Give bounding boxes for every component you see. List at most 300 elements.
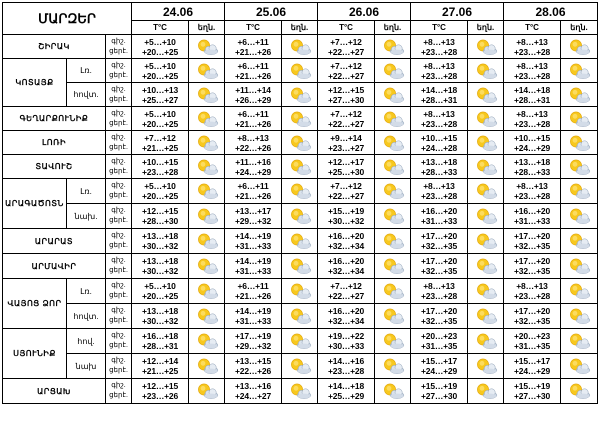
- weather-cell: [189, 379, 225, 404]
- temperature-cell: [411, 59, 468, 83]
- weather-cell: [468, 254, 504, 279]
- sun-cloud-icon: [561, 134, 597, 152]
- temperature-cell: [411, 254, 468, 279]
- night-label: գիշ.: [111, 85, 126, 93]
- day-label: ցերէ.: [109, 47, 128, 55]
- sun-cloud-icon: [189, 282, 224, 300]
- weather-cell: [375, 354, 411, 379]
- temperature-cell: [504, 35, 561, 59]
- sun-cloud-icon: [375, 182, 410, 200]
- temperature-cell: [504, 204, 561, 229]
- day-temperature: +22…+27: [328, 70, 364, 81]
- table-row: [3, 131, 598, 155]
- night-label: գիշ.: [111, 37, 126, 45]
- day-temperature: +24…+29: [235, 166, 271, 177]
- region-name: ՏԱՎՈՒՇ: [3, 155, 106, 179]
- weather-cell: [282, 329, 318, 354]
- weather-cell: [468, 35, 504, 59]
- temperature-cell: [225, 304, 282, 329]
- day-label: ցերէ.: [109, 119, 128, 127]
- weather-cell: [189, 107, 225, 131]
- weather-cell: [282, 304, 318, 329]
- night-temperature: +7…+12: [330, 60, 362, 71]
- period-labels: [106, 329, 132, 354]
- weather-cell: [189, 329, 225, 354]
- sun-cloud-icon: [375, 307, 410, 325]
- sun-cloud-icon: [561, 62, 597, 80]
- region-name: ԱՐՄԱՎԻՐ: [3, 254, 106, 279]
- temperature-cell: [504, 179, 561, 204]
- temperature-cell: [411, 83, 468, 107]
- sun-cloud-icon: [189, 382, 224, 400]
- day-temperature: +24…+27: [235, 391, 271, 401]
- sun-cloud-icon: [468, 232, 503, 250]
- temperature-cell: [318, 131, 375, 155]
- temperature-cell: [504, 83, 561, 107]
- night-label: գիշ.: [111, 109, 126, 117]
- night-temperature: +7…+12: [330, 108, 362, 119]
- sun-cloud-icon: [375, 357, 410, 375]
- sun-cloud-icon: [375, 257, 410, 275]
- night-temperature: +17…+19: [235, 331, 271, 341]
- night-temperature: +7…+12: [330, 181, 362, 191]
- temperature-cell: [132, 229, 189, 254]
- night-temperature: +14…+18: [514, 84, 550, 95]
- temperature-header: T°C: [132, 21, 189, 35]
- sun-cloud-icon: [189, 307, 224, 325]
- weather-cell: [561, 229, 598, 254]
- weather-header: եղն.: [189, 21, 225, 35]
- night-temperature: +6…+11: [237, 281, 269, 291]
- sun-cloud-icon: [189, 332, 224, 350]
- day-temperature: +21…+26: [235, 46, 271, 57]
- subarea-name: հովտ.: [67, 304, 106, 329]
- day-temperature: +31…+33: [421, 216, 457, 226]
- temperature-cell: [411, 107, 468, 131]
- date-header: 24.06: [132, 3, 225, 21]
- table-row: [3, 354, 598, 379]
- day-temperature: +20…+25: [142, 118, 178, 129]
- temperature-cell: [132, 59, 189, 83]
- temperature-cell: [132, 329, 189, 354]
- region-name: ԱՐԱԳԱԾՈՏՆ: [3, 179, 67, 229]
- temperature-cell: [225, 107, 282, 131]
- sun-cloud-icon: [561, 110, 597, 128]
- period-labels: [106, 83, 132, 107]
- night-temperature: +17…+20: [421, 306, 457, 316]
- night-temperature: +8…+13: [516, 281, 548, 291]
- night-temperature: +14…+19: [235, 231, 271, 241]
- sun-cloud-icon: [375, 232, 410, 250]
- day-temperature: +31…+35: [421, 341, 457, 351]
- sun-cloud-icon: [189, 38, 224, 56]
- night-temperature: +13…+16: [235, 381, 271, 391]
- day-label: ցերէ.: [109, 392, 128, 399]
- period-labels: [106, 204, 132, 229]
- date-header: 26.06: [318, 3, 411, 21]
- weather-cell: [282, 254, 318, 279]
- sun-cloud-icon: [282, 282, 317, 300]
- day-temperature: +21…+26: [235, 118, 271, 129]
- date-header: 27.06: [411, 3, 504, 21]
- day-temperature: +30…+32: [142, 266, 178, 276]
- night-temperature: +15…+19: [328, 206, 364, 216]
- sun-cloud-icon: [189, 257, 224, 275]
- sun-cloud-icon: [375, 207, 410, 225]
- temperature-cell: [132, 254, 189, 279]
- table-row: [3, 279, 598, 304]
- night-temperature: +8…+13: [516, 181, 548, 191]
- weather-cell: [468, 279, 504, 304]
- day-temperature: +22…+26: [235, 366, 271, 376]
- sun-cloud-icon: [561, 332, 597, 350]
- night-temperature: +11…+16: [235, 156, 271, 167]
- weather-header: եղն.: [282, 21, 318, 35]
- temperature-cell: [411, 179, 468, 204]
- night-temperature: +7…+12: [330, 281, 362, 291]
- night-temperature: +14…+16: [328, 356, 364, 366]
- temperature-cell: [318, 329, 375, 354]
- day-temperature: +23…+28: [514, 191, 550, 201]
- night-label: գիշ.: [111, 357, 126, 364]
- table-row: [3, 229, 598, 254]
- day-temperature: +28…+33: [421, 166, 457, 177]
- region-name: ԿՈՏԱՅՔ: [3, 59, 67, 107]
- night-temperature: +8…+13: [516, 108, 548, 119]
- region-name: ԳԵՂԱՐՔՈՒՆԻՔ: [3, 107, 106, 131]
- night-temperature: +12…+17: [328, 156, 364, 167]
- temperature-cell: [504, 229, 561, 254]
- period-labels: [106, 379, 132, 404]
- day-temperature: +27…+30: [328, 94, 364, 105]
- temperature-cell: [411, 35, 468, 59]
- day-temperature: +32…+34: [328, 266, 364, 276]
- night-temperature: +12…+15: [142, 206, 178, 216]
- weather-cell: [282, 131, 318, 155]
- sun-cloud-icon: [189, 357, 224, 375]
- temperature-cell: [225, 379, 282, 404]
- temperature-cell: [132, 354, 189, 379]
- day-temperature: +23…+28: [514, 46, 550, 57]
- day-temperature: +25…+30: [328, 166, 364, 177]
- night-temperature: +16…+20: [328, 231, 364, 241]
- day-temperature: +28…+33: [514, 166, 550, 177]
- night-temperature: +5…+10: [144, 108, 176, 119]
- table-row: [3, 379, 598, 404]
- region-name: ԱՐՑԱԽ: [3, 379, 106, 404]
- night-temperature: +8…+13: [516, 60, 548, 71]
- table-row: [3, 304, 598, 329]
- temperature-cell: [504, 329, 561, 354]
- weather-cell: [189, 204, 225, 229]
- weather-cell: [282, 107, 318, 131]
- night-temperature: +13…+18: [421, 156, 457, 167]
- temperature-cell: [225, 254, 282, 279]
- day-temperature: +28…+31: [142, 341, 178, 351]
- temperature-cell: [411, 279, 468, 304]
- temperature-cell: [504, 254, 561, 279]
- day-temperature: +30…+32: [142, 241, 178, 251]
- night-label: գիշ.: [111, 332, 126, 339]
- temperature-header: T°C: [411, 21, 468, 35]
- sun-cloud-icon: [375, 282, 410, 300]
- period-labels: [106, 35, 132, 59]
- day-temperature: +21…+25: [142, 366, 178, 376]
- sun-cloud-icon: [375, 86, 410, 104]
- day-temperature: +29…+32: [235, 341, 271, 351]
- sun-cloud-icon: [282, 332, 317, 350]
- day-temperature: +32…+35: [514, 241, 550, 251]
- night-temperature: +17…+20: [421, 256, 457, 266]
- night-label: գիշ.: [111, 307, 126, 314]
- temperature-cell: [225, 329, 282, 354]
- day-temperature: +31…+33: [235, 266, 271, 276]
- day-temperature: +28…+31: [514, 94, 550, 105]
- weather-cell: [189, 131, 225, 155]
- night-temperature: +5…+10: [144, 60, 176, 71]
- day-temperature: +31…+35: [514, 341, 550, 351]
- forecast-frame: [2, 2, 597, 436]
- sun-cloud-icon: [561, 382, 597, 400]
- table-row: [3, 254, 598, 279]
- subarea-name: Լռ.: [67, 179, 106, 204]
- day-temperature: +23…+28: [421, 191, 457, 201]
- night-temperature: +8…+13: [423, 60, 455, 71]
- sun-cloud-icon: [375, 38, 410, 56]
- sun-cloud-icon: [468, 382, 503, 400]
- night-temperature: +7…+12: [330, 36, 362, 47]
- weather-cell: [282, 354, 318, 379]
- weather-header: եղն.: [561, 21, 598, 35]
- weather-cell: [375, 131, 411, 155]
- sun-cloud-icon: [468, 282, 503, 300]
- temperature-cell: [318, 155, 375, 179]
- sun-cloud-icon: [375, 332, 410, 350]
- day-temperature: +27…+30: [421, 391, 457, 401]
- night-temperature: +5…+10: [144, 181, 176, 191]
- night-temperature: +15…+19: [514, 381, 550, 391]
- night-temperature: +10…+15: [142, 156, 178, 167]
- temperature-cell: [504, 304, 561, 329]
- weather-cell: [189, 254, 225, 279]
- night-temperature: +17…+20: [514, 306, 550, 316]
- sun-cloud-icon: [282, 307, 317, 325]
- night-temperature: +6…+11: [237, 108, 269, 119]
- sun-cloud-icon: [282, 110, 317, 128]
- night-temperature: +16…+20: [514, 206, 550, 216]
- weather-cell: [189, 304, 225, 329]
- day-temperature: +23…+28: [421, 118, 457, 129]
- night-temperature: +8…+13: [423, 36, 455, 47]
- weather-cell: [468, 354, 504, 379]
- weather-cell: [468, 204, 504, 229]
- weather-cell: [282, 59, 318, 83]
- sun-cloud-icon: [561, 86, 597, 104]
- day-temperature: +23…+28: [421, 46, 457, 57]
- sun-cloud-icon: [561, 307, 597, 325]
- weather-cell: [561, 254, 598, 279]
- day-label: ցերէ.: [109, 292, 128, 299]
- date-header: 25.06: [225, 3, 318, 21]
- sun-cloud-icon: [375, 158, 410, 176]
- period-labels: [106, 107, 132, 131]
- temperature-header: T°C: [318, 21, 375, 35]
- day-temperature: +32…+35: [421, 266, 457, 276]
- day-label: ցերէ.: [109, 267, 128, 274]
- night-temperature: +8…+13: [423, 181, 455, 191]
- sun-cloud-icon: [282, 357, 317, 375]
- temperature-cell: [318, 179, 375, 204]
- temperature-header: T°C: [504, 21, 561, 35]
- weather-cell: [282, 229, 318, 254]
- weather-cell: [189, 229, 225, 254]
- night-temperature: +15…+17: [514, 356, 550, 366]
- region-name: ՇԻՐԱԿ: [3, 35, 106, 59]
- day-temperature: +21…+26: [235, 291, 271, 301]
- temperature-cell: [132, 131, 189, 155]
- sun-cloud-icon: [189, 207, 224, 225]
- weather-cell: [375, 329, 411, 354]
- day-temperature: +32…+34: [328, 316, 364, 326]
- weather-cell: [468, 83, 504, 107]
- temperature-cell: [411, 155, 468, 179]
- sun-cloud-icon: [468, 134, 503, 152]
- day-temperature: +22…+27: [328, 46, 364, 57]
- day-label: ցերէ.: [109, 367, 128, 374]
- sun-cloud-icon: [561, 182, 597, 200]
- sun-cloud-icon: [282, 232, 317, 250]
- temperature-cell: [225, 35, 282, 59]
- period-labels: [106, 59, 132, 83]
- night-temperature: +6…+11: [237, 36, 269, 47]
- day-temperature: +23…+28: [514, 70, 550, 81]
- night-temperature: +16…+20: [328, 306, 364, 316]
- weather-cell: [282, 83, 318, 107]
- day-temperature: +22…+27: [328, 191, 364, 201]
- night-temperature: +5…+10: [144, 36, 176, 47]
- day-temperature: +30…+32: [142, 316, 178, 326]
- weather-cell: [561, 204, 598, 229]
- weather-header: եղն.: [468, 21, 504, 35]
- sun-cloud-icon: [561, 357, 597, 375]
- night-temperature: +14…+19: [235, 256, 271, 266]
- night-temperature: +13…+18: [142, 256, 178, 266]
- weather-cell: [561, 379, 598, 404]
- temperature-cell: [318, 83, 375, 107]
- day-label: ցերէ.: [109, 342, 128, 349]
- day-label: ցերէ.: [109, 167, 128, 175]
- sun-cloud-icon: [468, 110, 503, 128]
- period-labels: [106, 304, 132, 329]
- weather-cell: [375, 83, 411, 107]
- weather-cell: [189, 179, 225, 204]
- day-temperature: +20…+25: [142, 46, 178, 57]
- temperature-cell: [132, 279, 189, 304]
- night-label: գիշ.: [111, 182, 126, 189]
- night-temperature: +8…+13: [516, 36, 548, 47]
- night-temperature: +12…+15: [142, 381, 178, 391]
- temperature-cell: [504, 279, 561, 304]
- day-temperature: +22…+27: [328, 291, 364, 301]
- weather-cell: [375, 107, 411, 131]
- day-label: ցերէ.: [109, 317, 128, 324]
- weather-cell: [561, 304, 598, 329]
- day-temperature: +32…+35: [421, 241, 457, 251]
- weather-cell: [375, 179, 411, 204]
- day-temperature: +21…+25: [142, 142, 178, 153]
- temperature-cell: [225, 155, 282, 179]
- day-temperature: +27…+30: [514, 391, 550, 401]
- day-temperature: +30…+33: [328, 341, 364, 351]
- region-name: ԱՐԱՐԱՏ: [3, 229, 106, 254]
- night-temperature: +6…+11: [237, 181, 269, 191]
- period-labels: [106, 131, 132, 155]
- weather-cell: [375, 254, 411, 279]
- period-labels: [106, 279, 132, 304]
- sun-cloud-icon: [189, 232, 224, 250]
- period-labels: [106, 354, 132, 379]
- night-temperature: +16…+18: [142, 331, 178, 341]
- sun-cloud-icon: [189, 86, 224, 104]
- temperature-cell: [318, 279, 375, 304]
- day-temperature: +20…+25: [142, 191, 178, 201]
- weather-cell: [561, 329, 598, 354]
- region-name: ՍՅՈՒՆԻՔ: [3, 329, 67, 379]
- day-temperature: +20…+25: [142, 291, 178, 301]
- day-temperature: +30…+32: [328, 216, 364, 226]
- sun-cloud-icon: [561, 158, 597, 176]
- sun-cloud-icon: [282, 257, 317, 275]
- sun-cloud-icon: [282, 182, 317, 200]
- temperature-cell: [132, 155, 189, 179]
- weather-cell: [189, 59, 225, 83]
- night-temperature: +13…+15: [235, 356, 271, 366]
- day-temperature: +32…+35: [514, 266, 550, 276]
- day-temperature: +24…+29: [514, 366, 550, 376]
- weather-cell: [468, 304, 504, 329]
- period-labels: [106, 229, 132, 254]
- day-temperature: +28…+31: [421, 94, 457, 105]
- sun-cloud-icon: [282, 62, 317, 80]
- day-temperature: +24…+28: [421, 142, 457, 153]
- night-label: գիշ.: [111, 282, 126, 289]
- sun-cloud-icon: [468, 357, 503, 375]
- weather-cell: [282, 179, 318, 204]
- temperature-cell: [411, 204, 468, 229]
- day-temperature: +31…+33: [235, 316, 271, 326]
- day-label: ցերէ.: [109, 242, 128, 249]
- temperature-cell: [225, 229, 282, 254]
- temperature-cell: [504, 379, 561, 404]
- period-labels: [106, 254, 132, 279]
- weather-cell: [561, 131, 598, 155]
- table-row: [3, 59, 598, 83]
- temperature-cell: [225, 179, 282, 204]
- sun-cloud-icon: [189, 110, 224, 128]
- sun-cloud-icon: [468, 182, 503, 200]
- day-temperature: +32…+35: [421, 316, 457, 326]
- night-temperature: +6…+11: [237, 60, 269, 71]
- sun-cloud-icon: [468, 158, 503, 176]
- temperature-cell: [225, 204, 282, 229]
- temperature-cell: [318, 204, 375, 229]
- temperature-cell: [318, 304, 375, 329]
- temperature-cell: [132, 379, 189, 404]
- night-temperature: +20…+23: [421, 331, 457, 341]
- night-temperature: +14…+18: [421, 84, 457, 95]
- weather-cell: [375, 304, 411, 329]
- night-label: գիշ.: [111, 207, 126, 214]
